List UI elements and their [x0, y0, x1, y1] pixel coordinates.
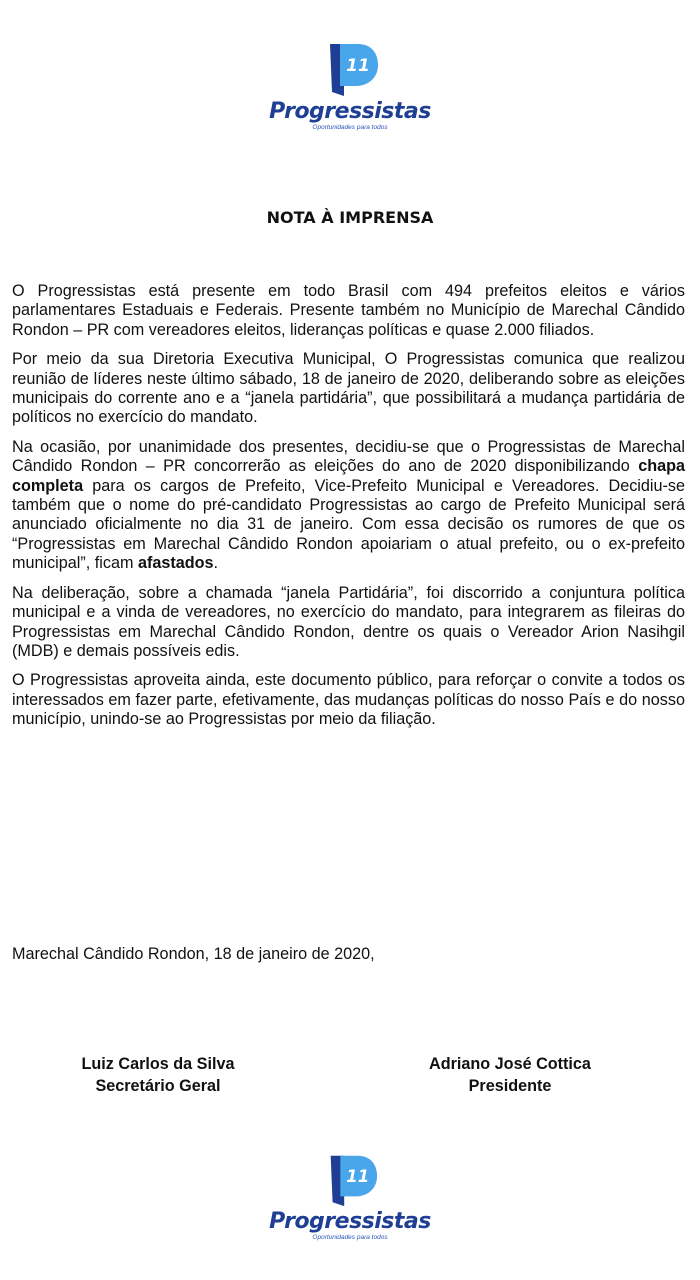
place-date: Marechal Cândido Rondon, 18 de janeiro de 2020, — [12, 945, 375, 963]
logo-tagline: Oportunidades para todos — [312, 1234, 388, 1241]
party-p-icon — [321, 1150, 379, 1208]
emphasis-chapa-completa: chapa completa — [12, 457, 685, 495]
party-logo-top — [265, 38, 435, 131]
paragraph-1: O Progressistas está presente em todo Brasil com 494 prefeitos eleitos e vários parlamentares Estaduais e Federais. Presente também no Município de Marechal Cândido Rondon – PR com vereadores eleitos, lideranças políticas e quase 2.000 filiados. — [12, 282, 685, 339]
press-release-body — [12, 282, 685, 740]
logo-number: 11 — [346, 1166, 370, 1186]
signature-president — [400, 1053, 620, 1097]
paragraph-2: Por meio da sua Diretoria Executiva Municipal, O Progressistas comunica que realizou reunião de líderes neste último sábado, 18 de janeiro de 2020, deliberando sobre as eleições municipais do corrente ano e a “janela partidária”, que possibilitará a mudança partidária de políticos no exercício do mandato. — [12, 350, 685, 427]
page-title: NOTA À IMPRENSA — [266, 208, 434, 227]
paragraph-3 — [12, 438, 685, 574]
logo-number: 11 — [346, 56, 370, 76]
logo-wordmark: Progressistas — [269, 1209, 431, 1234]
party-p-icon — [320, 38, 380, 98]
signature-role: Secretário Geral — [95, 1077, 221, 1095]
paragraph-3-part-2: para os cargos de Prefeito, Vice-Prefeito Municipal e Vereadores. Decidiu-se também que o nome do pré-candidato Progressistas ao cargo de Prefeito Municipal será anunciado oficialmente no dia 31 de janeiro. Com essa decisão os rumores de que os “Progressistas em Marechal Cândido Rondon apoiariam o atual prefeito, ou o ex-prefeito municipal”, ficam — [12, 476, 685, 573]
paragraph-4: Na deliberação, sobre a chamada “janela Partidária”, foi discorrido a conjuntura política municipal e a vinda de vereadores, no exercício do mandato, para integrarem as fileiras do Progressistas em Marechal Cândido Rondon, dentre os quais o Vereador Arion Nasihgil (MDB) e demais possíveis edis. — [12, 583, 685, 660]
signature-name: Adriano José Cottica — [429, 1055, 591, 1073]
paragraph-5: O Progressistas aproveita ainda, este documento público, para reforçar o convite a todos os interessados em fazer parte, efetivamente, das mudanças políticas do nosso País e do nosso município, unindo-se ao Progressistas por meio da filiação. — [12, 671, 685, 729]
signature-role: Presidente — [468, 1077, 552, 1095]
paragraph-3-part-1: Na ocasião, por unanimidade dos presentes, decidiu-se que o Progressistas de Marechal Cândido Rondon – PR concorrerão as eleições do ano de 2020 disponibilizando — [12, 437, 685, 476]
logo-wordmark: Progressistas — [269, 99, 431, 124]
signature-name: Luiz Carlos da Silva — [81, 1055, 235, 1073]
paragraph-3-part-3: . — [213, 554, 219, 573]
signature-secretary — [58, 1053, 258, 1097]
emphasis-afastados: afastados — [137, 554, 214, 573]
logo-tagline: Oportunidades para todos — [312, 124, 388, 131]
party-logo-bottom — [265, 1150, 435, 1241]
